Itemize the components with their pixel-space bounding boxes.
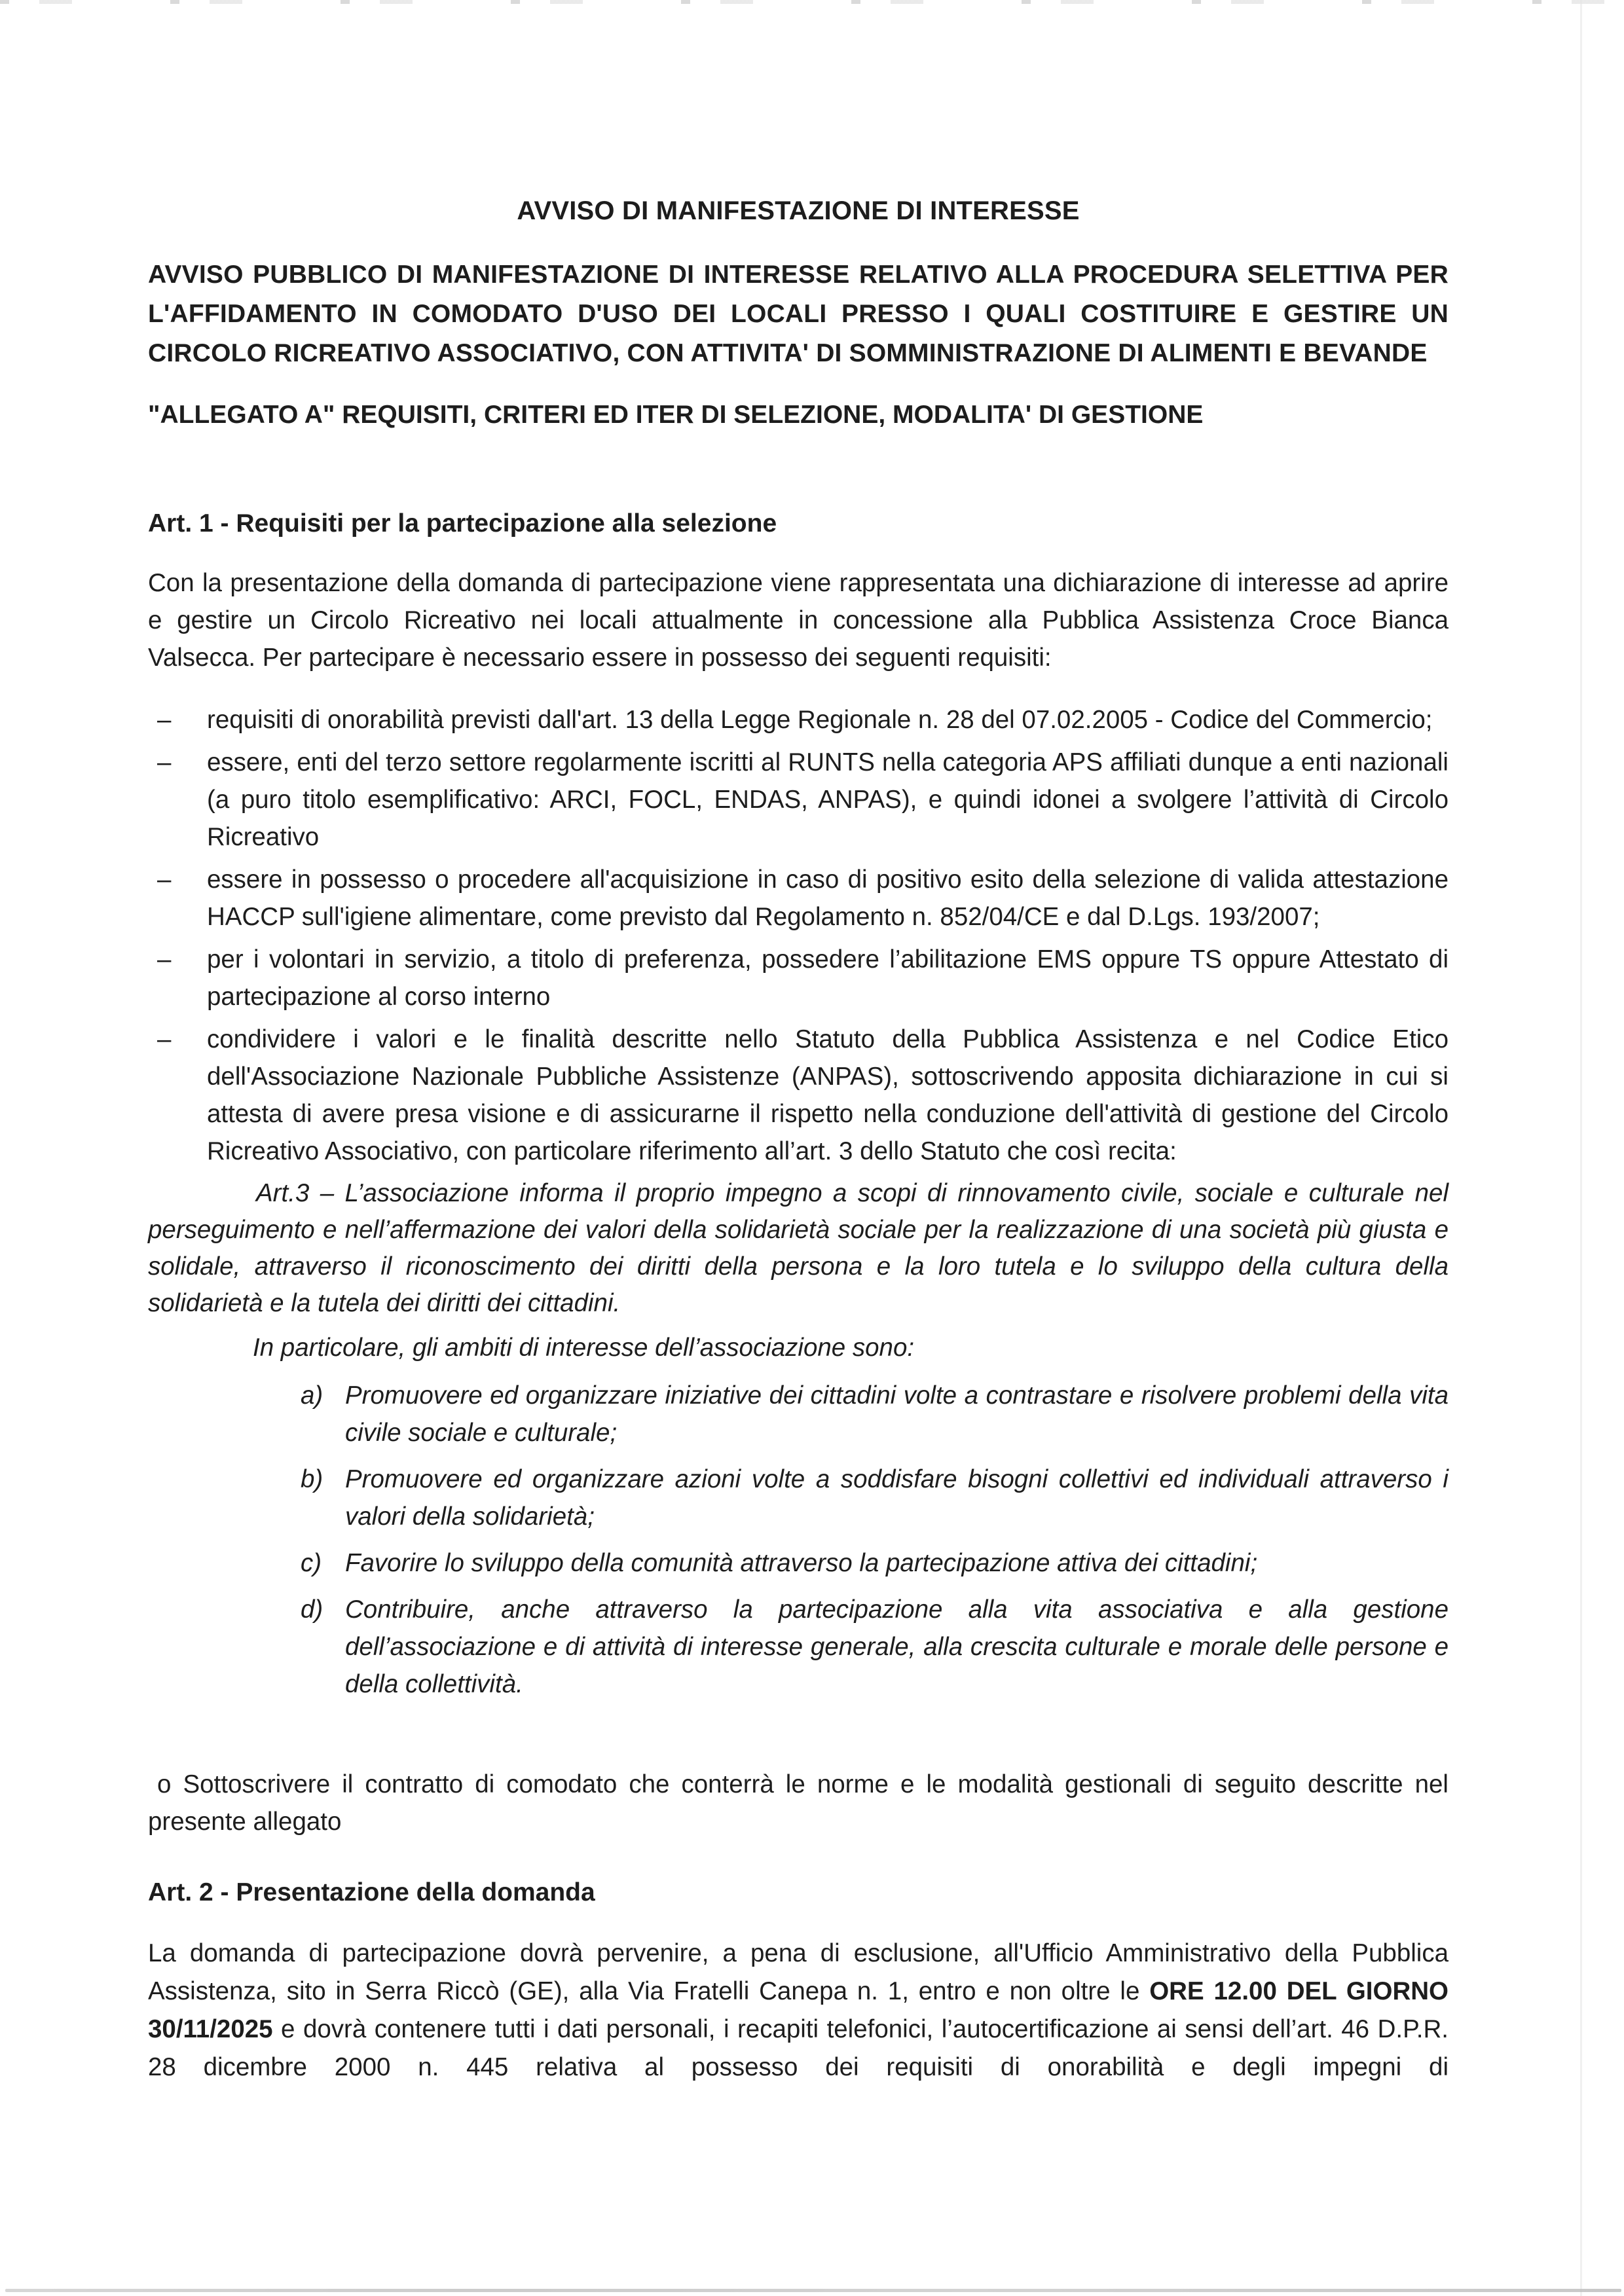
scope-text: Promuovere ed organizzare azioni volte a soddisfare bisogni collettivi ed individuali attraverso i valori della solidarietà; — [345, 1465, 1449, 1531]
deadline-bold-text: ORE 12.00 DEL GIORNO 30/11/2025 — [148, 1977, 1449, 2043]
requirements-list — [148, 701, 1449, 1170]
article-1-heading: Art. 1 - Requisiti per la partecipazione alla selezione — [148, 509, 777, 538]
closing-paragraph: o Sottoscrivere il contratto di comodato che conterrà le norme e le modalità gestionali di seguito descritte nel presente allegato — [148, 1770, 1449, 1836]
article-2-heading: Art. 2 - Presentazione della domanda — [148, 1878, 595, 1906]
scope-item — [148, 1461, 1449, 1535]
scope-text: Promuovere ed organizzare iniziative dei cittadini volte a contrastare e risolvere problemi della vita civile sociale e culturale; — [345, 1381, 1449, 1447]
scope-item — [148, 1591, 1449, 1703]
dash-bullet: – — [157, 945, 172, 974]
statute-scopes-list — [148, 1377, 1449, 1703]
article-2-text-after: e dovrà contenere tutti i dati personali, i recapiti telefonici, l’autocertificazione ai sensi dell’art. 46 D.P.R. 28 dicembre 2000 n. 445 relativa al possesso dei requisiti di onorabilità e degli impegni di — [148, 2015, 1449, 2081]
scope-item — [148, 1377, 1449, 1451]
scope-marker: a) — [301, 1381, 323, 1410]
scope-text: Contribuire, anche attraverso la partecipazione alla vita associativa e alla gestione dell’associazione e di attività di interesse generale, alla crescita culturale e morale delle persone e della collettività. — [345, 1595, 1449, 1698]
dash-bullet: – — [157, 706, 172, 734]
requirement-item — [148, 1021, 1449, 1170]
scope-marker: c) — [301, 1549, 322, 1577]
statute-scopes-intro: In particolare, gli ambiti di interesse dell’associazione sono: — [253, 1334, 915, 1362]
scope-item — [148, 1544, 1449, 1582]
requirement-text: essere, enti del terzo settore regolarmente iscritti al RUNTS nella categoria APS affiliati dunque a enti nazionali (a puro titolo esemplificativo: ARCI, FOCL, ENDAS, ANPAS), e quindi idonei a svolgere l’attività di Circolo Ricreativo — [207, 748, 1449, 851]
allegato-heading: "ALLEGATO A" REQUISITI, CRITERI ED ITER DI SELEZIONE, MODALITA' DI GESTIONE — [148, 401, 1204, 429]
document-title: AVVISO DI MANIFESTAZIONE DI INTERESSE — [517, 196, 1080, 225]
scan-artifact-top — [0, 0, 1624, 4]
scan-artifact-bottom — [5, 2289, 1621, 2292]
requirement-text: condividere i valori e le finalità descritte nello Statuto della Pubblica Assistenza e nel Codice Etico dell'Associazione Nazionale Pubbliche Assistenze (ANPAS), sottoscrivendo apposita dichiarazione in cui si attesta di avere presa visione e di assicurarne il rispetto nella conduzione dell'attività di gestione del Circolo Ricreativo Associativo, con particolare riferimento all’art. 3 dello Statuto che così recita: — [207, 1025, 1449, 1165]
dash-bullet: – — [157, 1025, 172, 1053]
article-1-intro: Con la presentazione della domanda di partecipazione viene rappresentata una dichiarazione di interesse ad aprire e gestire un Circolo Ricreativo nei locali attualmente in concessione alla Pubblica Assistenza Croce Bianca Valsecca. Per partecipare è necessario essere in possesso dei seguenti requisiti: — [148, 569, 1449, 672]
requirement-item — [148, 941, 1449, 1015]
notice-subtitle: AVVISO PUBBLICO DI MANIFESTAZIONE DI INTERESSE RELATIVO ALLA PROCEDURA SELETTIVA PER L'AFFIDAMENTO IN COMODATO D'USO DEI LOCALI PRESSO I QUALI COSTITUIRE E GESTIRE UN CIRCOLO RICREATIVO ASSOCIATIVO, CON ATTIVITA' DI SOMMINISTRAZIONE DI ALIMENTI E BEVANDE — [148, 261, 1449, 367]
requirement-text: requisiti di onorabilità previsti dall'art. 13 della Legge Regionale n. 28 del 07.02.2005 - Codice del Commercio; — [207, 706, 1433, 734]
requirement-item — [148, 861, 1449, 936]
requirement-text: per i volontari in servizio, a titolo di preferenza, possedere l’abilitazione EMS oppure TS oppure Attestato di partecipazione al corso interno — [207, 945, 1449, 1011]
scope-text: Favorire lo sviluppo della comunità attraverso la partecipazione attiva dei cittadini; — [345, 1549, 1258, 1577]
scan-artifact-right-line — [1580, 0, 1582, 2296]
requirement-item — [148, 701, 1449, 738]
scope-marker: b) — [301, 1465, 323, 1493]
requirement-item — [148, 744, 1449, 856]
article-2-text-before: La domanda di partecipazione dovrà pervenire, a pena di esclusione, all'Ufficio Amministrativo della Pubblica Assistenza, sito in Serra Riccò (GE), alla Via Fratelli Canepa n. 1, entro e non oltre le — [148, 1939, 1449, 2005]
dash-bullet: – — [157, 748, 172, 776]
scope-marker: d) — [301, 1595, 323, 1624]
article-2-paragraph — [148, 1935, 1449, 2086]
requirement-text: essere in possesso o procedere all'acquisizione in caso di positivo esito della selezione di valida attestazione HACCP sull'igiene alimentare, come previsto dal Regolamento n. 852/04/CE e dal D.Lgs. 193/2007; — [207, 866, 1449, 931]
dash-bullet: – — [157, 866, 172, 894]
statute-art3-quote: Art.3 – L’associazione informa il proprio impegno a scopi di rinnovamento civile, sociale e culturale nel perseguimento e nell’affermazione dei valori della solidarietà sociale per la realizzazione di una società più giusta e solidale, attraverso il riconoscimento dei diritti della persona e la loro tutela e lo sviluppo della cultura della solidarietà e la tutela dei diritti dei cittadini. — [148, 1179, 1449, 1317]
